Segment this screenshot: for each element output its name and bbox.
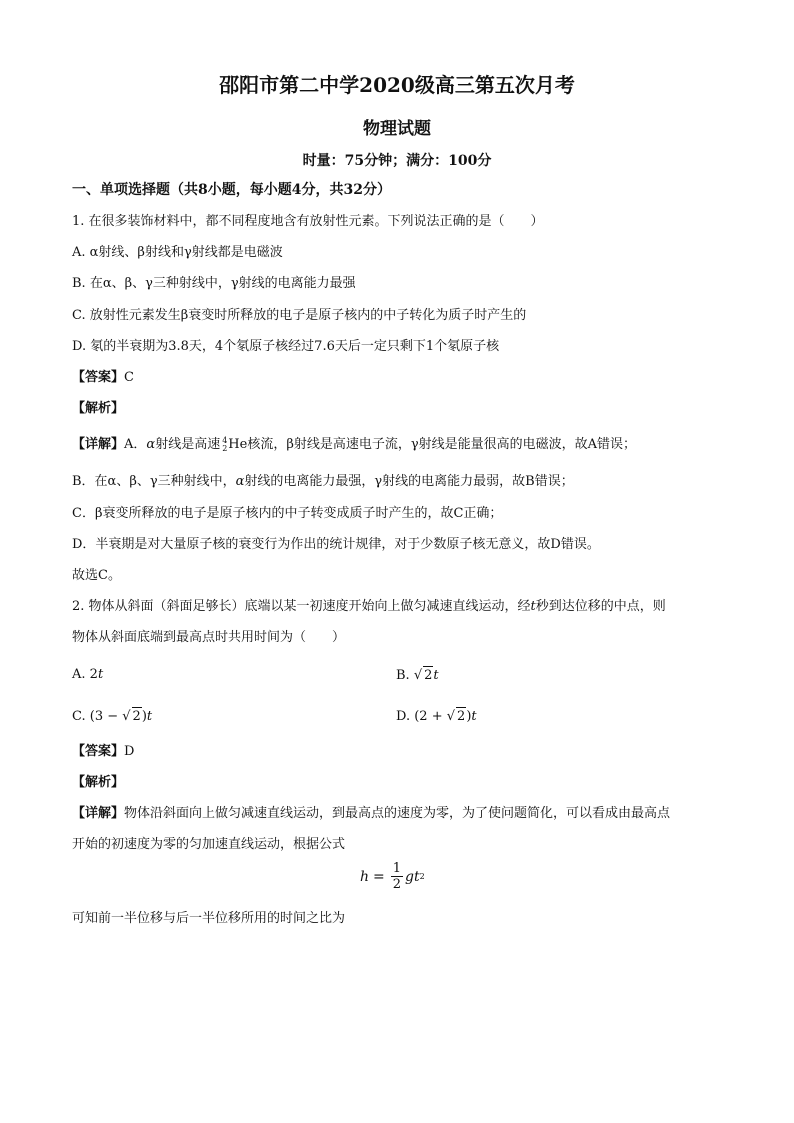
q1-detail-a (72, 436, 636, 454)
answer-value: C (124, 370, 134, 385)
answer-value: D (124, 744, 135, 759)
variable-t: t (97, 667, 104, 682)
q2-option-b (396, 666, 439, 685)
sqrt-sign: √ (413, 668, 423, 683)
q1-analysis-tag: 【解析】 (72, 401, 125, 416)
radicand: 2 (132, 709, 141, 724)
q2-option-a (72, 666, 103, 684)
q2-stem-line1 (72, 598, 666, 616)
detail-tag: 【详解】 (72, 806, 125, 821)
detail-b-prefix: B．在α、β、γ三种射线中， (72, 474, 236, 489)
detail-b-suffix: 射线的电离能力最强，γ射线的电离能力最弱，故B错误； (244, 474, 574, 489)
q2-option-d (396, 707, 477, 726)
sqrt-sign: √ (122, 709, 131, 724)
fraction-denominator: 2 (392, 877, 402, 892)
q1-detail-b (72, 473, 574, 491)
exam-title: 邵阳市第二中学2020级高三第五次月考 (219, 73, 575, 97)
fraction-numerator: 1 (392, 861, 402, 876)
detail-a-suffix: 核流，β射线是高速电子流，γ射线是能量很高的电磁波，故A错误； (247, 437, 637, 452)
formula-free-fall (360, 861, 425, 892)
q2-detail-line2: 开始的初速度为零的匀加速直线运动，根据公式 (72, 837, 346, 852)
formula-fraction (391, 861, 403, 892)
variable-t: t (433, 668, 439, 683)
sqrt-sign: √ (446, 709, 456, 724)
exam-meta: 时量：75分钟；满分：100分 (302, 153, 492, 169)
option-value: 2 (89, 667, 98, 682)
formula-exponent: 2 (419, 872, 425, 881)
helium-mass-number: 4 (222, 435, 228, 445)
formula-lhs: h (360, 868, 370, 885)
variable-t: t (471, 709, 477, 724)
option-label: D. (396, 709, 415, 724)
helium-nuclide (222, 437, 227, 453)
q1-detail-c: C．β衰变所释放的电子是原子核内的中子转变成质子时产生的，故C正确； (72, 506, 503, 521)
detail-tag: 【详解】 (72, 437, 125, 452)
q1-stem: 1. 在很多装饰材料中，都不同程度地含有放射性元素。下列说法正确的是（ ） (72, 214, 544, 229)
q2-answer (72, 743, 134, 761)
answer-tag: 【答案】 (72, 370, 125, 385)
alpha-symbol: α (235, 474, 245, 489)
answer-tag: 【答案】 (72, 744, 125, 759)
q2-stem-suffix: 秒到达位移的中点，则 (535, 599, 666, 614)
q1-option-c: C. 放射性元素发生β衰变时所释放的电子是原子核内的中子转化为质子时产生的 (72, 308, 527, 323)
option-label: C. (72, 709, 90, 724)
option-label: A. (72, 667, 90, 682)
q2-after-formula: 可知前一半位移与后一半位移所用的时间之比为 (72, 911, 346, 926)
q1-detail-d: D．半衰期是对大量原子核的衰变行为作出的统计规律，对于少数原子核无意义，故D错误。 (72, 537, 600, 552)
q1-answer (72, 369, 134, 387)
radicand: 2 (457, 709, 466, 724)
q2-stem-line2: 物体从斜面底端到最高点时共用时间为（ ） (72, 630, 346, 645)
formula-gt: gt (405, 868, 420, 885)
q1-option-d: D. 氡的半衰期为3.8天，4个氡原子核经过7.6天后一定只剩下1个氡原子核 (72, 339, 500, 354)
variable-t: t (146, 709, 153, 724)
q2-stem-prefix: 2. 物体从斜面（斜面足够长）底端以某一初速度开始向上做匀减速直线运动，经 (72, 599, 531, 614)
section-heading: 一、单项选择题（共8小题，每小题4分，共32分） (72, 182, 391, 198)
q1-option-b: B. 在α、β、γ三种射线中，γ射线的电离能力最强 (72, 276, 356, 291)
q2-analysis-tag: 【解析】 (72, 775, 125, 790)
option-suffix: ) (466, 709, 472, 724)
option-label: B. (396, 668, 414, 683)
helium-symbol: He (228, 437, 248, 452)
q2-detail-line1 (72, 805, 670, 823)
q2-option-c (72, 707, 152, 726)
detail-text: 物体沿斜面向上做匀减速直线运动，到最高点的速度为零，为了使问题简化，可以看成由最高点 (124, 806, 671, 821)
q1-conclusion: 故选C。 (72, 568, 121, 583)
formula-equals: = (373, 868, 385, 885)
option-suffix: ) (141, 709, 147, 724)
option-prefix: (2 + (414, 709, 447, 724)
alpha-symbol: α (146, 437, 156, 452)
detail-a-middle: 射线是高速 (155, 437, 221, 452)
exam-subject: 物理试题 (363, 119, 431, 139)
helium-charge-number: 2 (222, 443, 228, 453)
detail-a-prefix: A． (124, 437, 147, 452)
radicand: 2 (424, 668, 433, 683)
variable-t: t (530, 599, 536, 614)
option-prefix: (3 − (89, 709, 123, 724)
q1-option-a: A. α射线、β射线和γ射线都是电磁波 (72, 245, 283, 260)
